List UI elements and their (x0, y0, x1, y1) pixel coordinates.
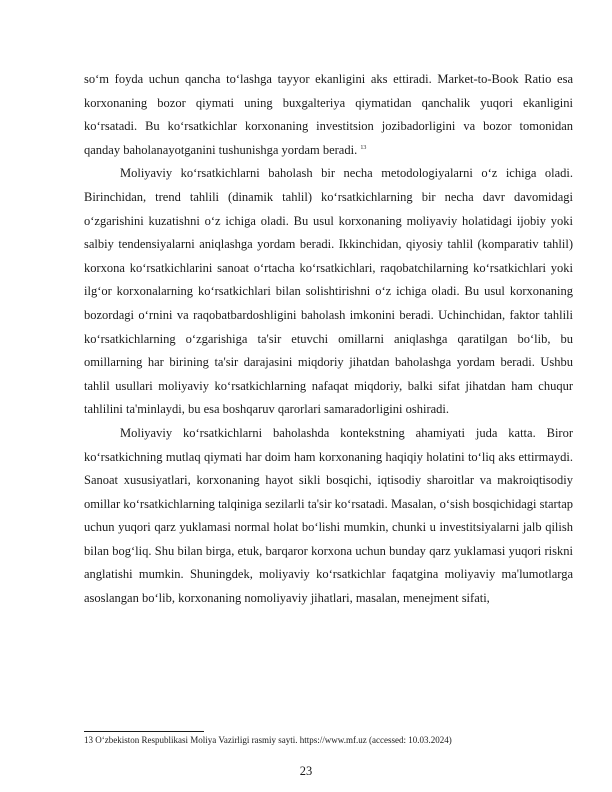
footnote-reference[interactable]: 13 (360, 144, 367, 151)
paragraph-1 (84, 68, 573, 162)
footnote-separator (84, 731, 204, 732)
paragraph-1-text: so‘m foyda uchun qancha to‘lashga tayyor ekanligini aks ettiradi. Market-to-Book Ratio esa korxonaning bozor qiymati uning buxgalteriya qiymatidan qanchalik yuqori ekanligini ko‘rsatadi. Bu ko‘rsatkichlar korxonaning investitsion jozibadorligini va bozor tomonidan qanday baholanayotganini tushunishga yordam beradi. (84, 72, 573, 157)
paragraph-2: Moliyaviy ko‘rsatkichlarni baholash bir necha metodologiyalarni o‘z ichiga oladi. Birinchidan, trend tahlili (dinamik tahlil) ko‘rsatkichlarning bir necha davr davomidagi o‘zgarishini kuzatishni o‘z ichiga oladi. Bu usul korxonaning moliyaviy holatidagi ijobiy yoki salbiy tendensiyalarni aniqlashga yordam beradi. Ikkinchidan, qiyosiy tahlil (komparativ tahlil) korxona ko‘rsatkichlarini sanoat o‘rtacha ko‘rsatkichlari, raqobatchilarning ko‘rsatkichlari yoki ilg‘or korxonalarning ko‘rsatkichlari bilan solishtirishni o‘z ichiga oladi. Bu usul korxonaning bozordagi o‘rnini va raqobatbardoshligini baholash imkonini beradi. Uchinchidan, faktor tahlili ko‘rsatkichlarning o‘zgarishiga ta'sir etuvchi omillarni aniqlashga qaratilgan bo‘lib, bu omillarning har birining ta'sir darajasini miqdoriy jihatdan baholashga yordam beradi. Ushbu tahlil usullari moliyaviy ko‘rsatkichlarning nafaqat miqdoriy, balki sifat jihatdan ham chuqur tahlilini ta'minlaydi, bu esa boshqaruv qarorlari samaradorligini oshiradi. (84, 166, 573, 417)
footnote-text: 13 O‘zbekiston Respublikasi Moliya Vazirligi rasmiy sayti. https://www.mf.uz (accessed: 10.03.2024) (84, 735, 452, 745)
page-number: 23 (299, 764, 313, 778)
document-body (84, 68, 573, 611)
paragraph-3: Moliyaviy ko‘rsatkichlarni baholashda kontekstning ahamiyati juda katta. Biror ko‘rsatkichning mutlaq qiymati har doim ham korxonaning haqiqiy holatini to‘liq aks ettirmaydi. Sanoat xususiyatlari, korxonaning hayot sikli bosqichi, iqtisodiy sharoitlar va makroiqtisodiy omillar ko‘rsatkichlarning talqiniga sezilarli ta'sir ko‘rsatadi. Masalan, o‘sish bosqichidagi startap uchun yuqori qarz yuklamasi normal holat bo‘lishi mumkin, chunki u investitsiyalarni jalb qilish bilan bog‘liq. Shu bilan birga, etuk, barqaror korxona uchun bunday qarz yuklamasi yuqori riskni anglatishi mumkin. Shuningdek, moliyaviy ko‘rsatkichlar faqatgina moliyaviy ma'lumotlarga asoslangan bo‘lib, korxonaning nomoliyaviy jihatlari, masalan, menejment sifati, (84, 425, 573, 606)
